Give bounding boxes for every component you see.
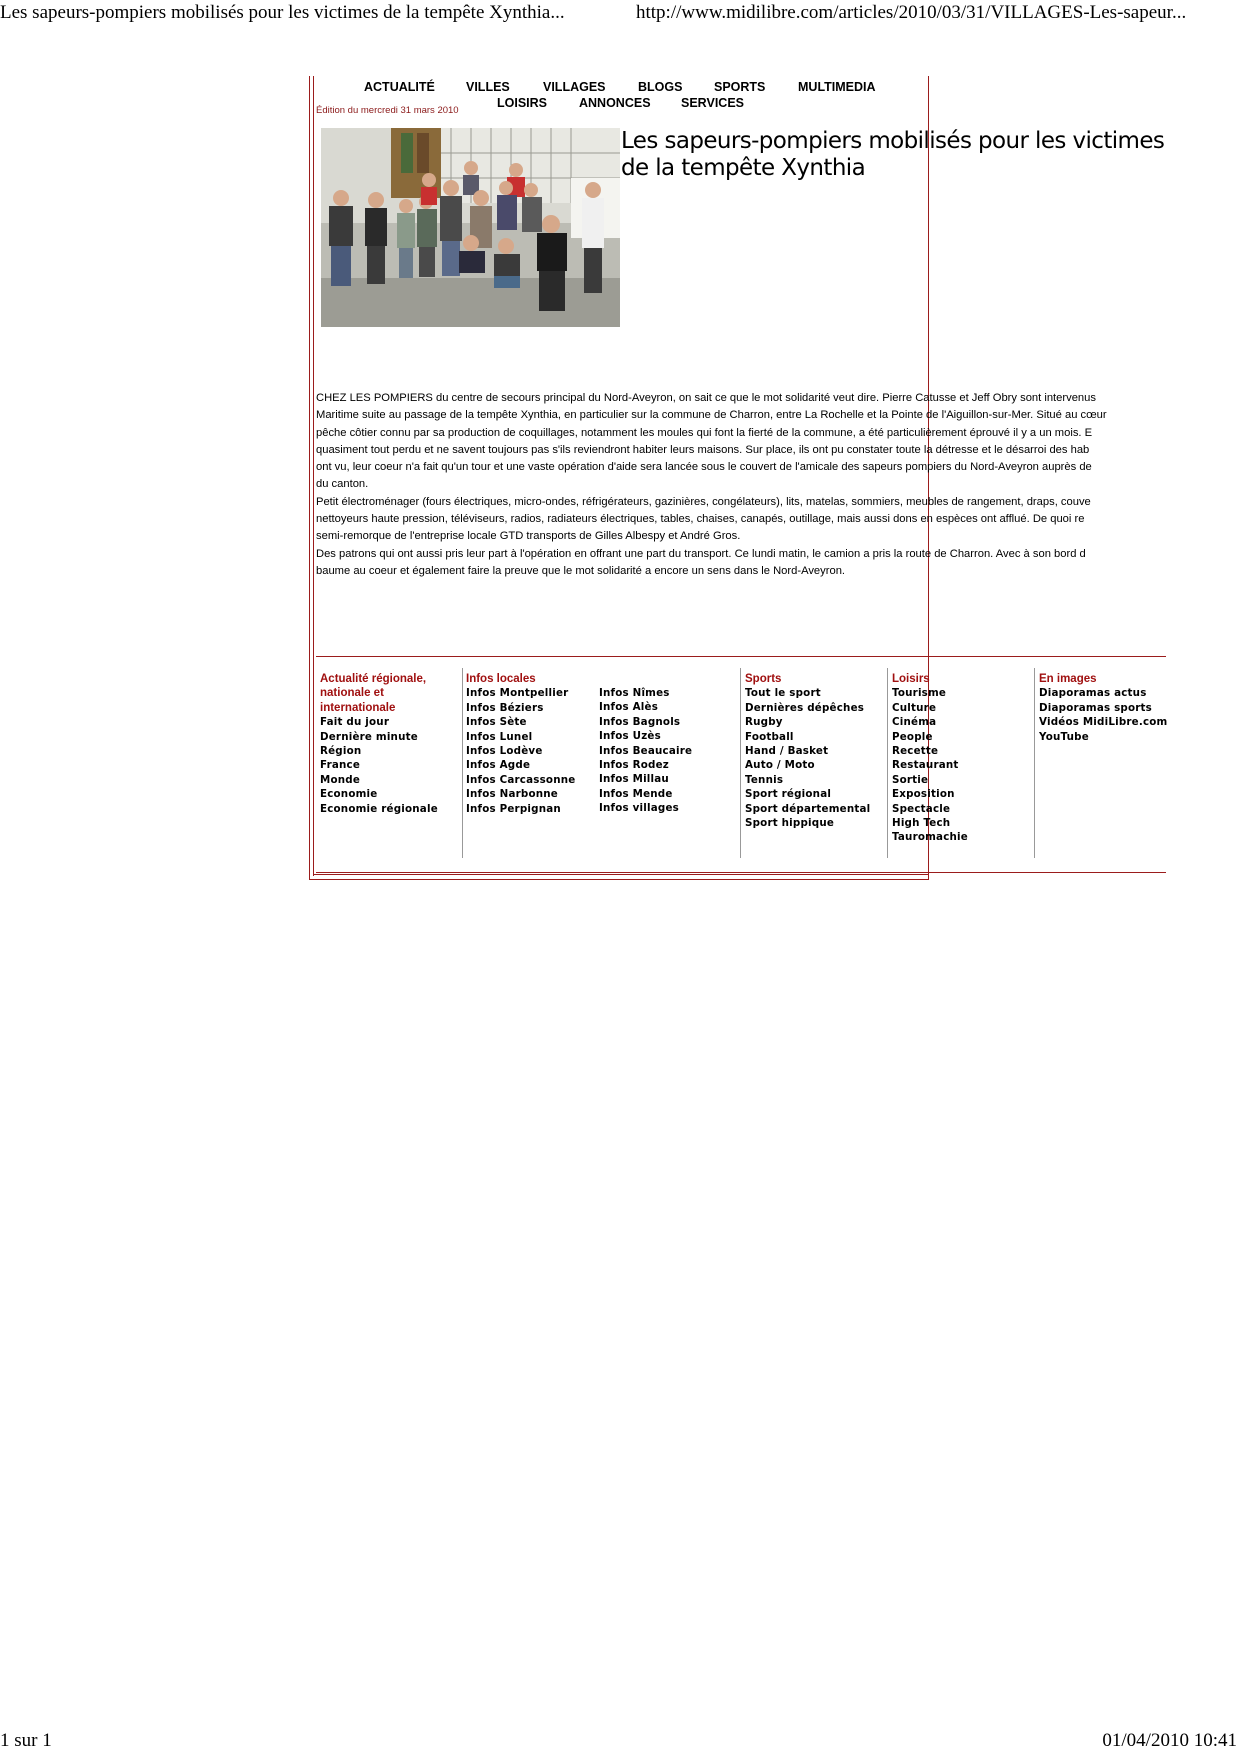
footer-column-divider — [462, 668, 463, 858]
footer-column-divider — [1034, 668, 1035, 858]
article-headline: Les sapeurs-pompiers mobilisés pour les victimes de la tempête Xynthia — [621, 128, 1165, 181]
footer-heading-actualite[interactable]: Actualité régionale, nationale et internationale — [320, 673, 427, 714]
footer-column-actualite — [320, 672, 460, 816]
footer-column-en-images — [1039, 672, 1167, 744]
footer-link[interactable]: Infos Alès — [599, 701, 659, 714]
footer-column-infos-locales — [466, 672, 594, 816]
footer-link[interactable]: Infos villages — [599, 802, 679, 815]
footer-link[interactable]: People — [892, 730, 933, 743]
article-line: Des patrons qui ont aussi pris leur part à l'opération en offrant une part du transport. Ce lundi matin, le camion a pris la route de Charron. Avec à son bord d — [316, 547, 1086, 560]
footer-column-divider — [740, 668, 741, 858]
article-line: pêche côtier connu par sa production de coquillages, notamment les moules qui font la fierté de la commune, a été particulièrement éprouvé il y a un mois. E — [316, 426, 1093, 439]
footer-link[interactable]: Infos Montpellier — [466, 687, 569, 700]
footer-link[interactable]: Sport hippique — [745, 817, 835, 830]
footer-link[interactable]: Dernières dépêches — [745, 701, 865, 714]
print-header-title: Les sapeurs-pompiers mobilisés pour les victimes de la tempête Xynthia... — [0, 2, 565, 23]
footer-link[interactable]: Infos Beaucaire — [599, 744, 693, 757]
footer-link[interactable]: Tourisme — [892, 687, 947, 700]
footer-link[interactable]: Infos Millau — [599, 773, 669, 786]
article-line: baume au coeur et également faire la preuve que le mot solidarité a encore un sens dans le Nord-Aveyron. — [316, 564, 846, 577]
footer-link[interactable]: Spectacle — [892, 802, 951, 815]
footer-link[interactable]: Diaporamas sports — [1039, 701, 1152, 714]
footer-link[interactable]: Rugby — [745, 716, 783, 729]
footer-link[interactable]: Economie régionale — [320, 802, 438, 815]
footer-link[interactable]: Infos Carcassonne — [466, 773, 576, 786]
nav-item-services[interactable]: SERVICES — [681, 96, 744, 110]
article-line: Petit électroménager (fours électriques, micro-ondes, réfrigérateurs, gazinières, congélateurs), lits, matelas, sommiers, meubles de rangement, draps, couve — [316, 495, 1091, 508]
footer-link[interactable]: Tauromachie — [892, 831, 968, 844]
footer-link[interactable]: Infos Sète — [466, 716, 527, 729]
footer-link[interactable]: Sport départemental — [745, 802, 871, 815]
footer-link[interactable]: Tout le sport — [745, 687, 821, 700]
footer-link[interactable]: Infos Rodez — [599, 759, 669, 772]
footer-link[interactable]: Cinéma — [892, 716, 937, 729]
footer-link[interactable]: Restaurant — [892, 759, 959, 772]
article-line: du canton. — [316, 478, 369, 491]
footer-link[interactable]: Région — [320, 745, 362, 758]
footer-link[interactable]: Sport régional — [745, 788, 832, 801]
footer-link[interactable]: Dernière minute — [320, 730, 418, 743]
footer-link[interactable]: Infos Lunel — [466, 730, 533, 743]
footer-link[interactable]: Infos Béziers — [466, 701, 544, 714]
footer-link[interactable]: France — [320, 759, 361, 772]
footer-column-infos-locales-2 — [599, 686, 734, 816]
nav-item-actualite[interactable]: ACTUALITÉ — [364, 80, 435, 94]
footer-column-loisirs — [892, 672, 1030, 845]
footer-link[interactable]: Recette — [892, 745, 939, 758]
frame-rule-left — [313, 76, 314, 876]
nav-item-multimedia[interactable]: MULTIMEDIA — [798, 80, 876, 94]
footer-column-divider — [887, 668, 888, 858]
footer-link[interactable]: Economie — [320, 788, 378, 801]
footer-link[interactable]: Sortie — [892, 773, 929, 786]
article-line: Maritime suite au passage de la tempête Xynthia, en particulier sur la commune de Charron, entre La Rochelle et la Pointe de l'Aiguillon-sur-Mer. Situé au cœur — [316, 409, 1107, 422]
frame-rule-bottom — [313, 874, 929, 875]
article-line: CHEZ LES POMPIERS du centre de secours principal du Nord-Aveyron, on sait ce que le mot solidarité veut dire. Pierre Catusse et Jeff Obry sont intervenus — [316, 392, 1096, 404]
footer-link[interactable]: Vidéos MidiLibre.com — [1039, 716, 1168, 729]
footer-link[interactable]: Hand / Basket — [745, 745, 829, 758]
footer-heading-loisirs[interactable]: Loisirs — [892, 673, 930, 685]
footer-link[interactable]: Infos Mende — [599, 787, 673, 800]
footer-link[interactable]: YouTube — [1039, 730, 1089, 743]
nav-item-blogs[interactable]: BLOGS — [638, 80, 683, 94]
footer-link[interactable]: Monde — [320, 773, 361, 786]
footer-link[interactable]: Infos Nîmes — [599, 687, 670, 699]
footer-link[interactable]: Infos Narbonne — [466, 788, 558, 801]
footer-link[interactable]: Culture — [892, 701, 937, 714]
footer-link[interactable]: Auto / Moto — [745, 759, 815, 772]
nav-item-loisirs[interactable]: LOISIRS — [497, 96, 548, 110]
footer-link[interactable]: Football — [745, 730, 794, 743]
footer-heading-sports[interactable]: Sports — [745, 673, 782, 685]
group-photo-image — [321, 128, 620, 327]
footer-link[interactable]: Infos Perpignan — [466, 802, 561, 815]
footer-column-sports — [745, 672, 883, 830]
footer-rule-bottom — [316, 872, 1166, 873]
article-line: nettoyeurs haute pression, téléviseurs, radios, radiateurs électriques, tables, chaises, canapés, outillage, mais aussi dons en espèces ont afflué. De quoi re — [316, 513, 1085, 526]
nav-item-sports[interactable]: SPORTS — [714, 80, 766, 94]
footer-link[interactable]: Infos Lodève — [466, 745, 543, 758]
nav-item-annonces[interactable]: ANNONCES — [579, 96, 651, 110]
footer-link[interactable]: High Tech — [892, 817, 951, 830]
article-line: quasiment tout perdu et ne savent toujours pas s'ils reviendront habiter leurs maisons. Sur place, ils ont pu constater toute la détresse et le désarroi des hab — [316, 443, 1090, 456]
footer-link[interactable]: Fait du jour — [320, 716, 390, 729]
print-footer-datetime: 01/04/2010 10:41 — [1102, 1730, 1237, 1751]
footer-link[interactable]: Infos Uzès — [599, 730, 661, 743]
footer-rule-top — [316, 656, 1166, 657]
nav-item-villages[interactable]: VILLAGES — [543, 80, 606, 94]
article-line: ont vu, leur coeur n'a fait qu'un tour et une vaste opération d'aide sera lancée sous le couvert de l'amicale des sapeurs pompiers du Nord-Aveyron auprès de — [316, 461, 1092, 474]
edition-date: Édition du mercredi 31 mars 2010 — [316, 105, 459, 116]
footer-heading-en-images[interactable]: En images — [1039, 673, 1097, 685]
print-footer-page: 1 sur 1 — [0, 1730, 52, 1751]
print-header-url: http://www.midilibre.com/articles/2010/03/31/VILLAGES-Les-sapeur... — [636, 2, 1187, 23]
footer-link[interactable]: Infos Agde — [466, 759, 531, 772]
article-line: semi-remorque de l'entreprise locale GTD transports de Gilles Albespy et André Gros. — [316, 530, 741, 543]
footer-link[interactable]: Tennis — [745, 773, 784, 786]
footer-link[interactable]: Infos Bagnols — [599, 715, 681, 728]
footer-link[interactable]: Diaporamas actus — [1039, 687, 1147, 700]
article-photo — [321, 128, 620, 327]
footer-heading-infos-locales[interactable]: Infos locales — [466, 673, 536, 685]
footer-link[interactable]: Exposition — [892, 788, 955, 801]
article-body — [316, 390, 1166, 580]
nav-item-villes[interactable]: VILLES — [466, 80, 510, 94]
